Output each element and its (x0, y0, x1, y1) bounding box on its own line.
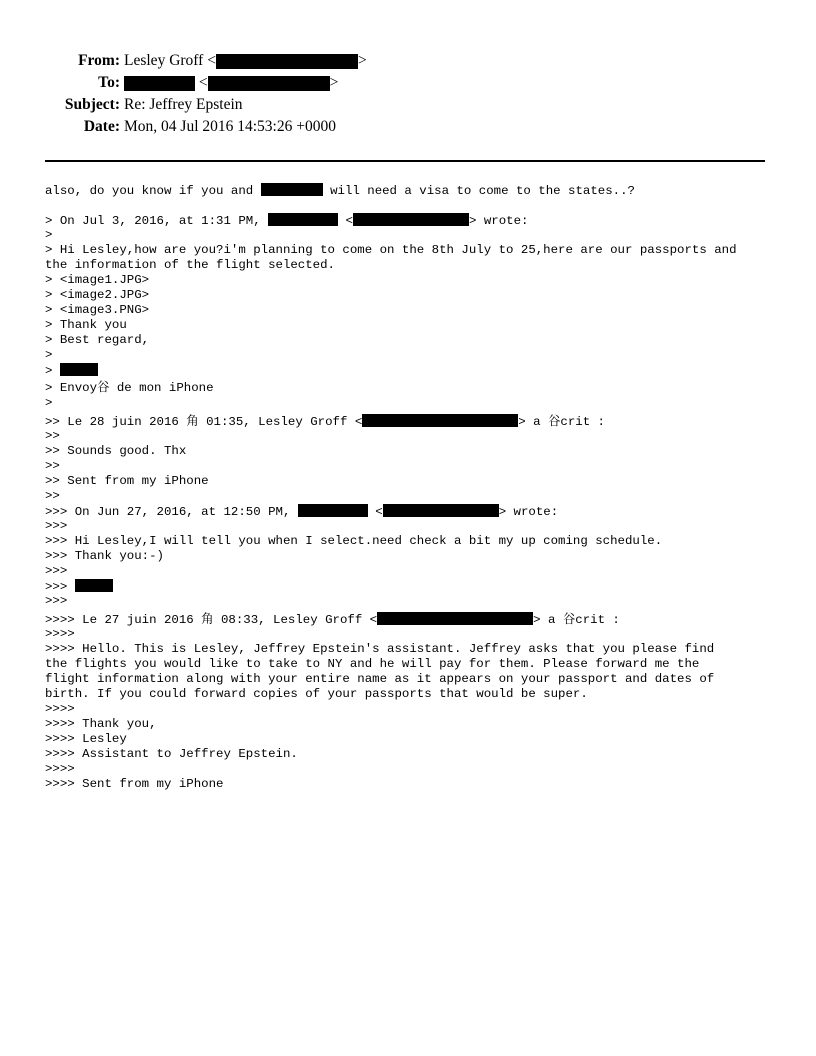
body-line: > <image1.JPG> (45, 273, 150, 287)
redacted-email (362, 414, 518, 427)
date-label: Date: (83, 118, 120, 135)
to-value (124, 74, 338, 92)
from-gt: > (357, 52, 367, 69)
body-line: > Hi Lesley,how are you?i'm planning to come on the 8th July to 25,here are our passports and (45, 243, 737, 257)
body-line (45, 363, 98, 378)
body-text: > wrote: (498, 505, 559, 519)
body-line: >>>> Lesley (45, 732, 127, 746)
body-line: > (45, 228, 53, 242)
body-line: >>>> (45, 627, 75, 641)
date-value: Mon, 04 Jul 2016 14:53:26 +0000 (124, 118, 336, 135)
redacted-name (261, 183, 323, 196)
body-line (45, 612, 620, 627)
body-line: >>>> Hello. This is Lesley, Jeffrey Epstein's assistant. Jeffrey asks that you please find (45, 642, 715, 656)
body-text: > (45, 364, 60, 378)
body-text: < (338, 214, 353, 228)
body-line: >> (45, 459, 60, 473)
body-text: > wrote: (468, 214, 529, 228)
redacted-name (298, 504, 368, 517)
body-line: > (45, 396, 53, 410)
from-label: From: (78, 52, 120, 69)
body-line: >>>> Sent from my iPhone (45, 777, 224, 791)
body-line: > (45, 348, 53, 362)
body-text: >> Le 28 juin 2016 角 01:35, Lesley Groff < (45, 415, 363, 429)
body-line: >>>> (45, 762, 75, 776)
body-text: > a 谷crit : (518, 415, 605, 429)
subject-value: Re: Jeffrey Epstein (124, 96, 243, 113)
body-line: > Envoy谷 de mon iPhone (45, 381, 214, 395)
body-text: > On Jul 3, 2016, at 1:31 PM, (45, 214, 269, 228)
body-line: >>>> Thank you, (45, 717, 157, 731)
redacted-name (124, 76, 195, 91)
body-line: >> Sent from my iPhone (45, 474, 209, 488)
to-gt: > (329, 74, 339, 91)
subject-label: Subject: (64, 96, 120, 113)
body-line: > Best regard, (45, 333, 150, 347)
body-line: birth. If you could forward copies of your passports that would be super. (45, 687, 588, 701)
body-line: >>> (45, 519, 68, 533)
body-text: >>>> Le 27 juin 2016 角 08:33, Lesley Groff < (45, 613, 378, 627)
from-value (124, 52, 367, 70)
body-line: >>>> (45, 702, 75, 716)
to-lt: < (198, 74, 208, 91)
body-line: >>> Hi Lesley,I will tell you when I select.need check a bit my up coming schedule. (45, 534, 663, 548)
redacted-email (377, 612, 533, 625)
body-line (45, 504, 558, 519)
body-line: flight information along with your entire name as it appears on your passport and dates of (45, 672, 715, 686)
header-divider (45, 160, 765, 162)
body-line: >>> Thank you:-) (45, 549, 164, 563)
body-line: > <image2.JPG> (45, 288, 150, 302)
from-lt: < (207, 52, 216, 69)
to-label: To: (98, 74, 120, 91)
body-line: >>>> Assistant to Jeffrey Epstein. (45, 747, 298, 761)
body-text: < (367, 505, 383, 519)
body-line: > <image3.PNG> (45, 303, 150, 317)
redacted-email (353, 213, 469, 226)
body-line: >>> (45, 564, 68, 578)
redacted-email (208, 76, 330, 91)
email-header (0, 52, 816, 142)
body-text: >>> On Jun 27, 2016, at 12:50 PM, (45, 505, 298, 519)
body-text: will need a visa to come to the states..? (322, 184, 635, 198)
body-text: also, do you know if you and (45, 184, 261, 198)
body-line: the flights you would like to take to NY and he will pay for them. Please forward me the (45, 657, 700, 671)
body-line: >>> (45, 594, 68, 608)
body-line: >> (45, 489, 60, 503)
body-text: >>> (45, 580, 75, 594)
from-name: Lesley Groff (124, 52, 204, 69)
body-line: the information of the flight selected. (45, 258, 335, 272)
redacted-email (383, 504, 499, 517)
body-line (45, 579, 113, 594)
redacted-name (60, 363, 98, 376)
body-line: > Thank you (45, 318, 127, 332)
body-line: >> (45, 429, 60, 443)
body-line: >> Sounds good. Thx (45, 444, 187, 458)
redacted-name (75, 579, 113, 592)
redacted-name (268, 213, 338, 226)
body-line (45, 414, 605, 429)
body-line (45, 213, 528, 228)
email-body (45, 183, 775, 803)
body-text: > a 谷crit : (533, 613, 620, 627)
body-line (45, 183, 635, 198)
redacted-email (216, 54, 358, 69)
